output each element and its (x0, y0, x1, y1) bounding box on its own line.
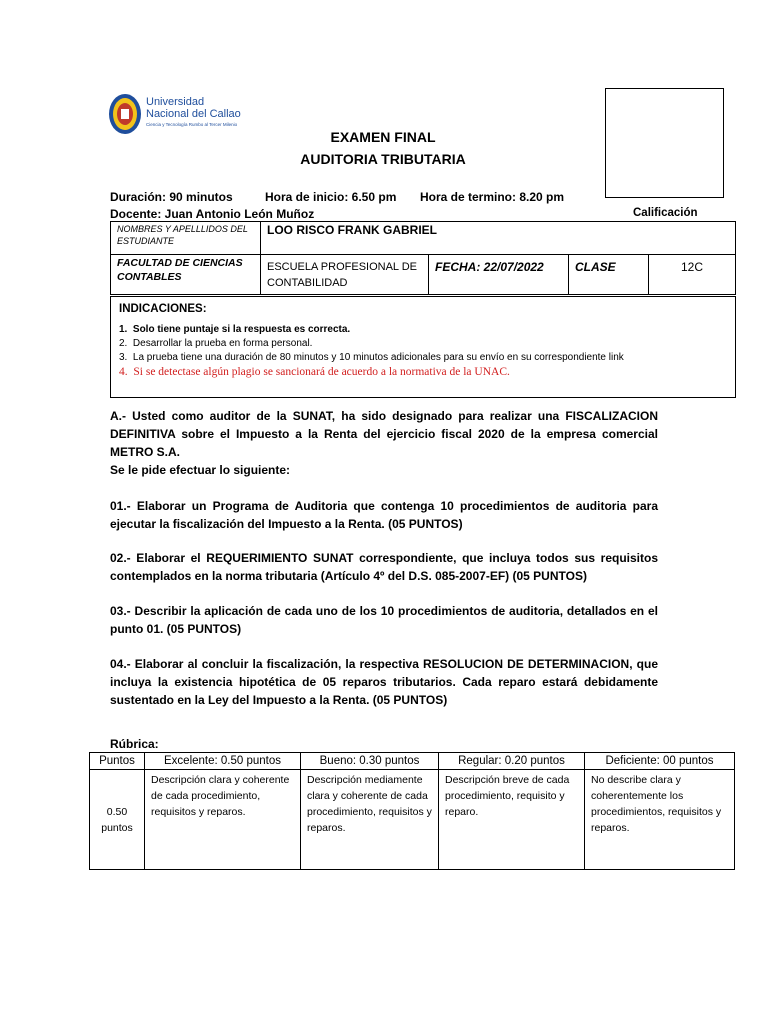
rubric-header: Deficiente: 00 puntos (585, 753, 735, 770)
question-4: 04.- Elaborar al concluir la fiscalización, la respectiva RESOLUCION DE DETERMINACION, que incluya la existencia hipotética de 05 reparos tributarios. Cada reparo estará debidamente sustentado en la Ley del Impuesto a la Renta. (05 PUNTOS) (110, 657, 658, 707)
names-label: NOMBRES Y APELLLIDOS DEL ESTUDIANTE (111, 222, 261, 255)
university-logo (108, 92, 258, 138)
rubric-table (89, 752, 735, 870)
rubric-label: Rúbrica: (110, 737, 159, 751)
duration-text: Duración: 90 minutos (110, 190, 233, 204)
question-1: 01.- Elaborar un Programa de Auditoria que contenga 10 procedimientos de auditoria para ejecutar la fiscalización del Impuesto a la Renta. (05 PUNTOS) (110, 499, 658, 531)
rubric-header: Excelente: 0.50 puntos (145, 753, 301, 770)
university-seal-icon (108, 92, 142, 136)
rubric-header: Puntos (90, 753, 145, 770)
exam-date: FECHA: 22/07/2022 (429, 255, 569, 295)
teacher-text: Docente: Juan Antonio León Muñoz (110, 207, 315, 221)
question-3: 03.- Describir la aplicación de cada uno de los 10 procedimientos de auditoria, detallados en el punto 01. (05 PUNTOS) (110, 604, 658, 636)
exam-title: EXAMEN FINAL (330, 129, 436, 145)
indication-item: 3. La prueba tiene una duración de 80 minutos y 10 minutos adicionales para su envío en su correspondiente link (119, 352, 624, 363)
case-intro: A.- Usted como auditor de la SUNAT, ha sido designado para realizar una FISCALIZACION DEFINITIVA sobre el Impuesto a la Renta del ejercicio fiscal 2020 de la empresa comercial METRO S.A. (110, 409, 658, 459)
start-time-text: Hora de inicio: 6.50 pm (265, 190, 397, 204)
rubric-header: Regular: 0.20 puntos (439, 753, 585, 770)
indication-item: 1. Solo tiene puntaje si la respuesta es correcta. (119, 324, 351, 335)
faculty-label: FACULTAD DE CIENCIAS CONTABLES (111, 255, 261, 295)
school-name: ESCUELA PROFESIONAL DE CONTABILIDAD (261, 255, 429, 295)
student-info-table (110, 221, 736, 295)
question-2: 02.- Elaborar el REQUERIMIENTO SUNAT correspondiente, que incluya todos sus requisitos contemplados en la norma tributaria (Artículo 4º del D.S. 085-2007-EF) (05 PUNTOS) (110, 551, 658, 583)
logo-name-line2: Nacional del Callao (146, 108, 241, 120)
logo-name-line1: Universidad (146, 96, 205, 108)
indications-box (110, 296, 736, 398)
class-value: 12C (649, 255, 736, 295)
exam-subtitle: AUDITORIA TRIBUTARIA (300, 151, 466, 167)
rubric-cell: Descripción mediamente clara y coherente de cada procedimiento, requisitos y reparos. (301, 770, 439, 870)
rubric-header: Bueno: 0.30 puntos (301, 753, 439, 770)
end-time-text: Hora de termino: 8.20 pm (420, 190, 565, 204)
rubric-cell: Descripción breve de cada procedimiento, requisito y reparo. (439, 770, 585, 870)
grade-box (605, 88, 724, 198)
logo-tagline: Ciencia y Tecnología Rumbo al Tercer Milenio (146, 122, 238, 127)
student-name: LOO RISCO FRANK GABRIEL (261, 222, 736, 255)
rubric-cell-points: 0.50 puntos (90, 770, 145, 870)
class-label: CLASE (569, 255, 649, 295)
indications-title: INDICACIONES: (119, 303, 207, 315)
indication-item: 2. Desarrollar la prueba en forma personal. (119, 338, 313, 349)
rubric-cell: No describe clara y coherentemente los procedimientos, requisitos y reparos. (585, 770, 735, 870)
grade-label: Calificación (633, 207, 698, 219)
request-text: Se le pide efectuar lo siguiente: (110, 463, 291, 477)
rubric-cell: Descripción clara y coherente de cada procedimiento, requisitos y reparos. (145, 770, 301, 870)
indication-item-warning: 4. Si se detectase algún plagio se sancionará de acuerdo a la normativa de la UNAC. (119, 366, 510, 378)
